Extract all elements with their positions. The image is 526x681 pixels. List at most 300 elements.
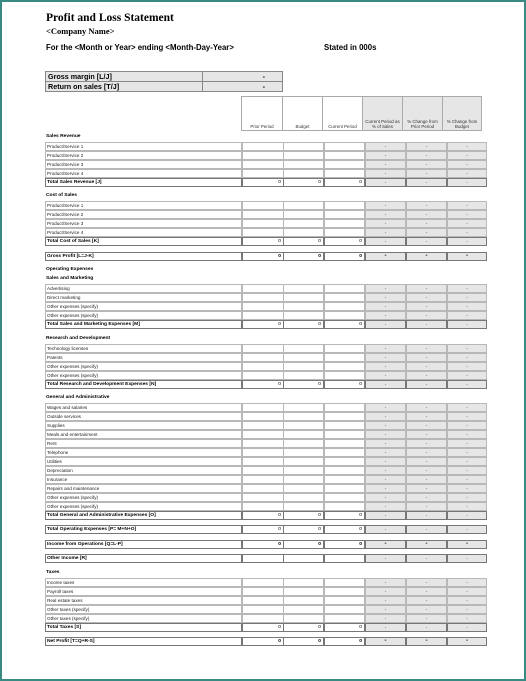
percent-cell: - — [447, 466, 487, 475]
row-label: Patents — [45, 353, 242, 362]
percent-cell: - — [447, 403, 487, 412]
percent-cell: - — [365, 210, 406, 219]
value-cell[interactable] — [283, 302, 324, 311]
value-cell[interactable] — [324, 448, 365, 457]
value-cell[interactable] — [242, 219, 284, 228]
percent-cell: - — [406, 353, 447, 362]
value-cell[interactable] — [242, 475, 284, 484]
value-cell — [324, 554, 365, 563]
value-cell[interactable] — [242, 228, 284, 237]
row-label: Total Research and Development Expenses [N] — [45, 380, 242, 389]
percent-cell: - — [406, 637, 447, 646]
percent-cell: - — [406, 344, 447, 353]
row-label: Product/Service 1 — [45, 201, 242, 210]
percent-cell: - — [365, 554, 406, 563]
value-cell[interactable] — [324, 293, 365, 302]
value-cell[interactable] — [283, 466, 324, 475]
percent-cell: - — [406, 311, 447, 320]
percent-cell: - — [365, 284, 406, 293]
percent-cell: - — [406, 210, 447, 219]
row-label: Real estate taxes — [45, 596, 242, 605]
percent-cell: - — [365, 421, 406, 430]
value-cell[interactable] — [324, 502, 365, 511]
row-label: Research and Development — [46, 335, 111, 341]
row-label: Product/Service 2 — [45, 210, 242, 219]
value-cell: 0 — [242, 252, 284, 261]
value-cell[interactable] — [242, 311, 284, 320]
value-cell[interactable] — [242, 484, 284, 493]
percent-cell: - — [365, 237, 406, 246]
percent-cell: - — [365, 142, 406, 151]
row-label: Other expenses (specify) — [45, 362, 242, 371]
row-label: Total Cost of Sales [K] — [45, 237, 242, 246]
value-cell[interactable] — [324, 371, 365, 380]
value-cell: 0 — [242, 540, 284, 549]
company-name[interactable]: <Company Name> — [46, 26, 115, 36]
row-label: Direct marketing — [45, 293, 242, 302]
value-cell[interactable] — [324, 210, 365, 219]
percent-cell: - — [447, 284, 487, 293]
percent-cell: - — [447, 637, 487, 646]
document-title: Profit and Loss Statement — [46, 12, 174, 24]
percent-cell: - — [447, 623, 487, 632]
row-label: Other expenses (specify) — [45, 311, 242, 320]
percent-cell: - — [365, 160, 406, 169]
value-cell[interactable] — [242, 457, 284, 466]
percent-cell: - — [406, 596, 447, 605]
percent-cell: - — [365, 430, 406, 439]
value-cell: 0 — [242, 511, 284, 520]
value-cell[interactable] — [283, 284, 324, 293]
column-header: Current Period as % of Sales — [362, 96, 403, 131]
row-label: Other expenses (specify) — [45, 371, 242, 380]
value-cell[interactable] — [283, 421, 324, 430]
summary-value: - — [203, 82, 283, 92]
value-cell: 0 — [283, 380, 324, 389]
value-cell: 0 — [242, 178, 284, 187]
value-cell[interactable] — [324, 169, 365, 178]
value-cell[interactable] — [324, 284, 365, 293]
percent-cell: - — [447, 252, 487, 261]
percent-cell: - — [406, 493, 447, 502]
summary-label: Return on sales [T/J] — [46, 82, 203, 92]
percent-cell: - — [447, 302, 487, 311]
value-cell[interactable] — [324, 587, 365, 596]
row-label: Other expenses (specify) — [45, 302, 242, 311]
value-cell[interactable] — [324, 151, 365, 160]
row-label: Meals and entertainment — [45, 430, 242, 439]
value-cell[interactable] — [242, 578, 284, 587]
value-cell[interactable] — [242, 151, 284, 160]
value-cell[interactable] — [324, 228, 365, 237]
value-cell: 0 — [324, 637, 365, 646]
percent-cell: - — [365, 637, 406, 646]
percent-cell: - — [447, 587, 487, 596]
statement-rows — [2, 2, 524, 679]
percent-cell: - — [447, 344, 487, 353]
value-cell: 0 — [324, 525, 365, 534]
percent-cell: - — [365, 475, 406, 484]
value-cell[interactable] — [324, 412, 365, 421]
value-cell[interactable] — [283, 502, 324, 511]
percent-cell: - — [406, 448, 447, 457]
percent-cell: - — [447, 578, 487, 587]
percent-cell: - — [447, 362, 487, 371]
percent-cell: - — [406, 160, 447, 169]
value-cell[interactable] — [283, 344, 324, 353]
percent-cell: - — [365, 252, 406, 261]
column-header: % Change from Prior Period — [402, 96, 443, 131]
percent-cell: - — [365, 623, 406, 632]
value-cell[interactable] — [283, 169, 324, 178]
value-cell[interactable] — [242, 502, 284, 511]
value-cell: 0 — [324, 380, 365, 389]
percent-cell: - — [365, 362, 406, 371]
value-cell: 0 — [283, 525, 324, 534]
value-cell[interactable] — [283, 142, 324, 151]
value-cell[interactable] — [283, 596, 324, 605]
value-cell[interactable] — [242, 169, 284, 178]
percent-cell: - — [447, 493, 487, 502]
percent-cell: - — [365, 293, 406, 302]
percent-cell: - — [365, 484, 406, 493]
value-cell[interactable] — [324, 475, 365, 484]
value-cell[interactable] — [242, 142, 284, 151]
value-cell: 0 — [283, 237, 324, 246]
percent-cell: - — [406, 178, 447, 187]
value-cell[interactable] — [283, 403, 324, 412]
row-label: Net Profit [T=Q+R-S] — [45, 637, 242, 646]
value-cell[interactable] — [283, 430, 324, 439]
percent-cell: - — [447, 596, 487, 605]
percent-cell: - — [365, 403, 406, 412]
value-cell: 0 — [324, 540, 365, 549]
value-cell[interactable] — [283, 219, 324, 228]
value-cell[interactable] — [242, 430, 284, 439]
percent-cell: - — [365, 614, 406, 623]
percent-cell: - — [447, 484, 487, 493]
percent-cell: - — [447, 380, 487, 389]
value-cell[interactable] — [242, 412, 284, 421]
value-cell[interactable] — [324, 201, 365, 210]
value-cell: 0 — [283, 637, 324, 646]
percent-cell: - — [447, 457, 487, 466]
percent-cell: - — [365, 178, 406, 187]
value-cell[interactable] — [324, 421, 365, 430]
value-cell[interactable] — [242, 614, 284, 623]
percent-cell: - — [365, 302, 406, 311]
value-cell: 0 — [324, 178, 365, 187]
row-label: Operating Expenses — [46, 267, 94, 273]
percent-cell: - — [365, 201, 406, 210]
row-label: Sales and Marketing — [46, 276, 94, 282]
row-label: Outside services — [45, 412, 242, 421]
row-label: Product/Service 3 — [45, 160, 242, 169]
percent-cell: - — [447, 142, 487, 151]
row-label: Product/Service 4 — [45, 169, 242, 178]
percent-cell: - — [447, 178, 487, 187]
row-label: Cost of Sales — [46, 193, 77, 199]
value-cell[interactable] — [324, 578, 365, 587]
percent-cell: - — [406, 362, 447, 371]
percent-cell: - — [365, 219, 406, 228]
value-cell[interactable] — [283, 371, 324, 380]
column-header: Current Period — [322, 96, 363, 131]
row-label: Advertising — [45, 284, 242, 293]
value-cell[interactable] — [242, 210, 284, 219]
percent-cell: - — [406, 412, 447, 421]
value-cell[interactable] — [242, 448, 284, 457]
value-cell[interactable] — [283, 484, 324, 493]
percent-cell: - — [365, 320, 406, 329]
percent-cell: - — [365, 596, 406, 605]
value-cell: 0 — [324, 511, 365, 520]
value-cell[interactable] — [242, 284, 284, 293]
value-cell[interactable] — [283, 439, 324, 448]
value-cell: 0 — [242, 320, 284, 329]
percent-cell: - — [447, 160, 487, 169]
percent-cell: - — [365, 412, 406, 421]
value-cell[interactable] — [283, 493, 324, 502]
value-cell[interactable] — [242, 201, 284, 210]
value-cell[interactable] — [242, 596, 284, 605]
row-label: Product/Service 3 — [45, 219, 242, 228]
percent-cell: - — [447, 151, 487, 160]
row-label: Income taxes — [45, 578, 242, 587]
row-label: Sales Revenue — [46, 134, 81, 139]
value-cell[interactable] — [283, 201, 324, 210]
value-cell[interactable] — [324, 403, 365, 412]
value-cell[interactable] — [324, 457, 365, 466]
percent-cell: - — [447, 320, 487, 329]
percent-cell: - — [447, 502, 487, 511]
row-label: Rent — [45, 439, 242, 448]
row-label: Telephone — [45, 448, 242, 457]
percent-cell: - — [406, 502, 447, 511]
value-cell[interactable] — [283, 210, 324, 219]
percent-cell: - — [365, 439, 406, 448]
percent-cell: - — [447, 201, 487, 210]
percent-cell: - — [365, 587, 406, 596]
value-cell[interactable] — [283, 293, 324, 302]
percent-cell: - — [447, 169, 487, 178]
percent-cell: - — [406, 475, 447, 484]
stated-units: Stated in 000s — [324, 43, 377, 52]
value-cell[interactable] — [283, 228, 324, 237]
value-cell[interactable] — [324, 596, 365, 605]
value-cell: 0 — [324, 237, 365, 246]
value-cell[interactable] — [242, 587, 284, 596]
value-cell[interactable] — [242, 403, 284, 412]
percent-cell: - — [365, 169, 406, 178]
percent-cell: - — [406, 511, 447, 520]
percent-cell: - — [447, 293, 487, 302]
percent-cell: - — [406, 284, 447, 293]
value-cell[interactable] — [242, 362, 284, 371]
value-cell: 0 — [324, 623, 365, 632]
value-cell[interactable] — [283, 412, 324, 421]
value-cell[interactable] — [242, 371, 284, 380]
value-cell[interactable] — [242, 353, 284, 362]
percent-cell: - — [406, 421, 447, 430]
percent-cell: - — [406, 151, 447, 160]
percent-cell: - — [406, 142, 447, 151]
row-label: Gross Profit [L=J-K] — [45, 252, 242, 261]
value-cell[interactable] — [324, 484, 365, 493]
row-label: Repairs and maintenance — [45, 484, 242, 493]
value-cell: 0 — [283, 623, 324, 632]
value-cell[interactable] — [324, 439, 365, 448]
value-cell[interactable] — [283, 353, 324, 362]
value-cell[interactable] — [283, 448, 324, 457]
percent-cell: - — [365, 578, 406, 587]
value-cell[interactable] — [242, 421, 284, 430]
row-label: Total Taxes [S] — [45, 623, 242, 632]
period-line[interactable]: For the <Month or Year> ending <Month-Day-Year> — [46, 43, 234, 52]
value-cell[interactable] — [324, 311, 365, 320]
percent-cell: - — [406, 623, 447, 632]
value-cell[interactable] — [283, 311, 324, 320]
row-label: Other expenses (specify) — [45, 502, 242, 511]
value-cell: 0 — [242, 525, 284, 534]
percent-cell: - — [447, 228, 487, 237]
value-cell[interactable] — [283, 614, 324, 623]
percent-cell: - — [365, 525, 406, 534]
value-cell[interactable] — [283, 587, 324, 596]
percent-cell: - — [447, 311, 487, 320]
percent-cell: - — [406, 457, 447, 466]
percent-cell: - — [447, 412, 487, 421]
value-cell: 0 — [242, 623, 284, 632]
value-cell[interactable] — [324, 493, 365, 502]
percent-cell: - — [447, 371, 487, 380]
value-cell[interactable] — [324, 344, 365, 353]
percent-cell: - — [406, 371, 447, 380]
percent-cell: - — [406, 554, 447, 563]
percent-cell: - — [406, 380, 447, 389]
value-cell[interactable] — [283, 578, 324, 587]
percent-cell: - — [406, 578, 447, 587]
percent-cell: - — [406, 466, 447, 475]
value-cell[interactable] — [242, 493, 284, 502]
value-cell[interactable] — [283, 160, 324, 169]
value-cell[interactable] — [242, 293, 284, 302]
value-cell[interactable] — [324, 466, 365, 475]
percent-cell: - — [406, 320, 447, 329]
percent-cell: - — [447, 475, 487, 484]
value-cell[interactable] — [283, 457, 324, 466]
percent-cell: - — [447, 421, 487, 430]
value-cell[interactable] — [283, 475, 324, 484]
percent-cell: - — [447, 614, 487, 623]
percent-cell: - — [406, 219, 447, 228]
value-cell[interactable] — [324, 614, 365, 623]
percent-cell: - — [365, 353, 406, 362]
value-cell[interactable] — [283, 605, 324, 614]
percent-cell: - — [447, 448, 487, 457]
row-label: General and Administrative — [46, 395, 110, 400]
value-cell: 0 — [283, 511, 324, 520]
value-cell[interactable] — [242, 302, 284, 311]
value-cell: 0 — [283, 540, 324, 549]
value-cell — [283, 554, 324, 563]
row-label: Other taxes (specify) — [45, 605, 242, 614]
percent-cell: - — [365, 466, 406, 475]
percent-cell: - — [447, 353, 487, 362]
value-cell[interactable] — [324, 362, 365, 371]
row-label: Technology licenses — [45, 344, 242, 353]
percent-cell: - — [447, 540, 487, 549]
row-label: Total Operating Expenses [P= M+N+O] — [45, 525, 242, 534]
value-cell[interactable] — [242, 160, 284, 169]
percent-cell: - — [406, 237, 447, 246]
percent-cell: - — [365, 371, 406, 380]
percent-cell: - — [406, 228, 447, 237]
percent-cell: - — [365, 511, 406, 520]
row-label: Total General and Administrative Expenses [O] — [45, 511, 242, 520]
value-cell[interactable] — [242, 344, 284, 353]
row-label: Product/Service 1 — [45, 142, 242, 151]
percent-cell: - — [365, 344, 406, 353]
percent-cell: - — [365, 502, 406, 511]
percent-cell: - — [447, 525, 487, 534]
percent-cell: - — [406, 605, 447, 614]
percent-cell: - — [406, 169, 447, 178]
value-cell[interactable] — [242, 466, 284, 475]
value-cell[interactable] — [242, 439, 284, 448]
percent-cell: - — [447, 430, 487, 439]
percent-cell: - — [365, 493, 406, 502]
percent-cell: - — [365, 540, 406, 549]
value-cell[interactable] — [324, 219, 365, 228]
value-cell[interactable] — [324, 302, 365, 311]
value-cell[interactable] — [242, 605, 284, 614]
value-cell[interactable] — [324, 142, 365, 151]
value-cell: 0 — [324, 252, 365, 261]
percent-cell: - — [365, 380, 406, 389]
value-cell[interactable] — [324, 605, 365, 614]
row-label: Wages and salaries — [45, 403, 242, 412]
value-cell[interactable] — [283, 362, 324, 371]
value-cell[interactable] — [283, 151, 324, 160]
row-label: Insurance — [45, 475, 242, 484]
value-cell[interactable] — [324, 353, 365, 362]
row-label: Total Sales and Marketing Expenses [M] — [45, 320, 242, 329]
value-cell[interactable] — [324, 160, 365, 169]
column-header: Budget — [282, 96, 323, 131]
row-label: Depreciation — [45, 466, 242, 475]
value-cell: 0 — [283, 252, 324, 261]
percent-cell: - — [406, 403, 447, 412]
column-header: % Change from Budget — [442, 96, 482, 131]
value-cell: 0 — [283, 178, 324, 187]
row-label: Product/Service 4 — [45, 228, 242, 237]
percent-cell: - — [447, 439, 487, 448]
value-cell: 0 — [283, 320, 324, 329]
percent-cell: - — [447, 554, 487, 563]
percent-cell: - — [365, 151, 406, 160]
row-label: Product/Service 2 — [45, 151, 242, 160]
value-cell: 0 — [242, 237, 284, 246]
percent-cell: - — [365, 448, 406, 457]
row-label: Supplies — [45, 421, 242, 430]
value-cell[interactable] — [324, 430, 365, 439]
percent-cell: - — [406, 525, 447, 534]
percent-cell: - — [406, 430, 447, 439]
row-label: Other taxes (specify) — [45, 614, 242, 623]
value-cell: 0 — [242, 380, 284, 389]
percent-cell: - — [447, 605, 487, 614]
